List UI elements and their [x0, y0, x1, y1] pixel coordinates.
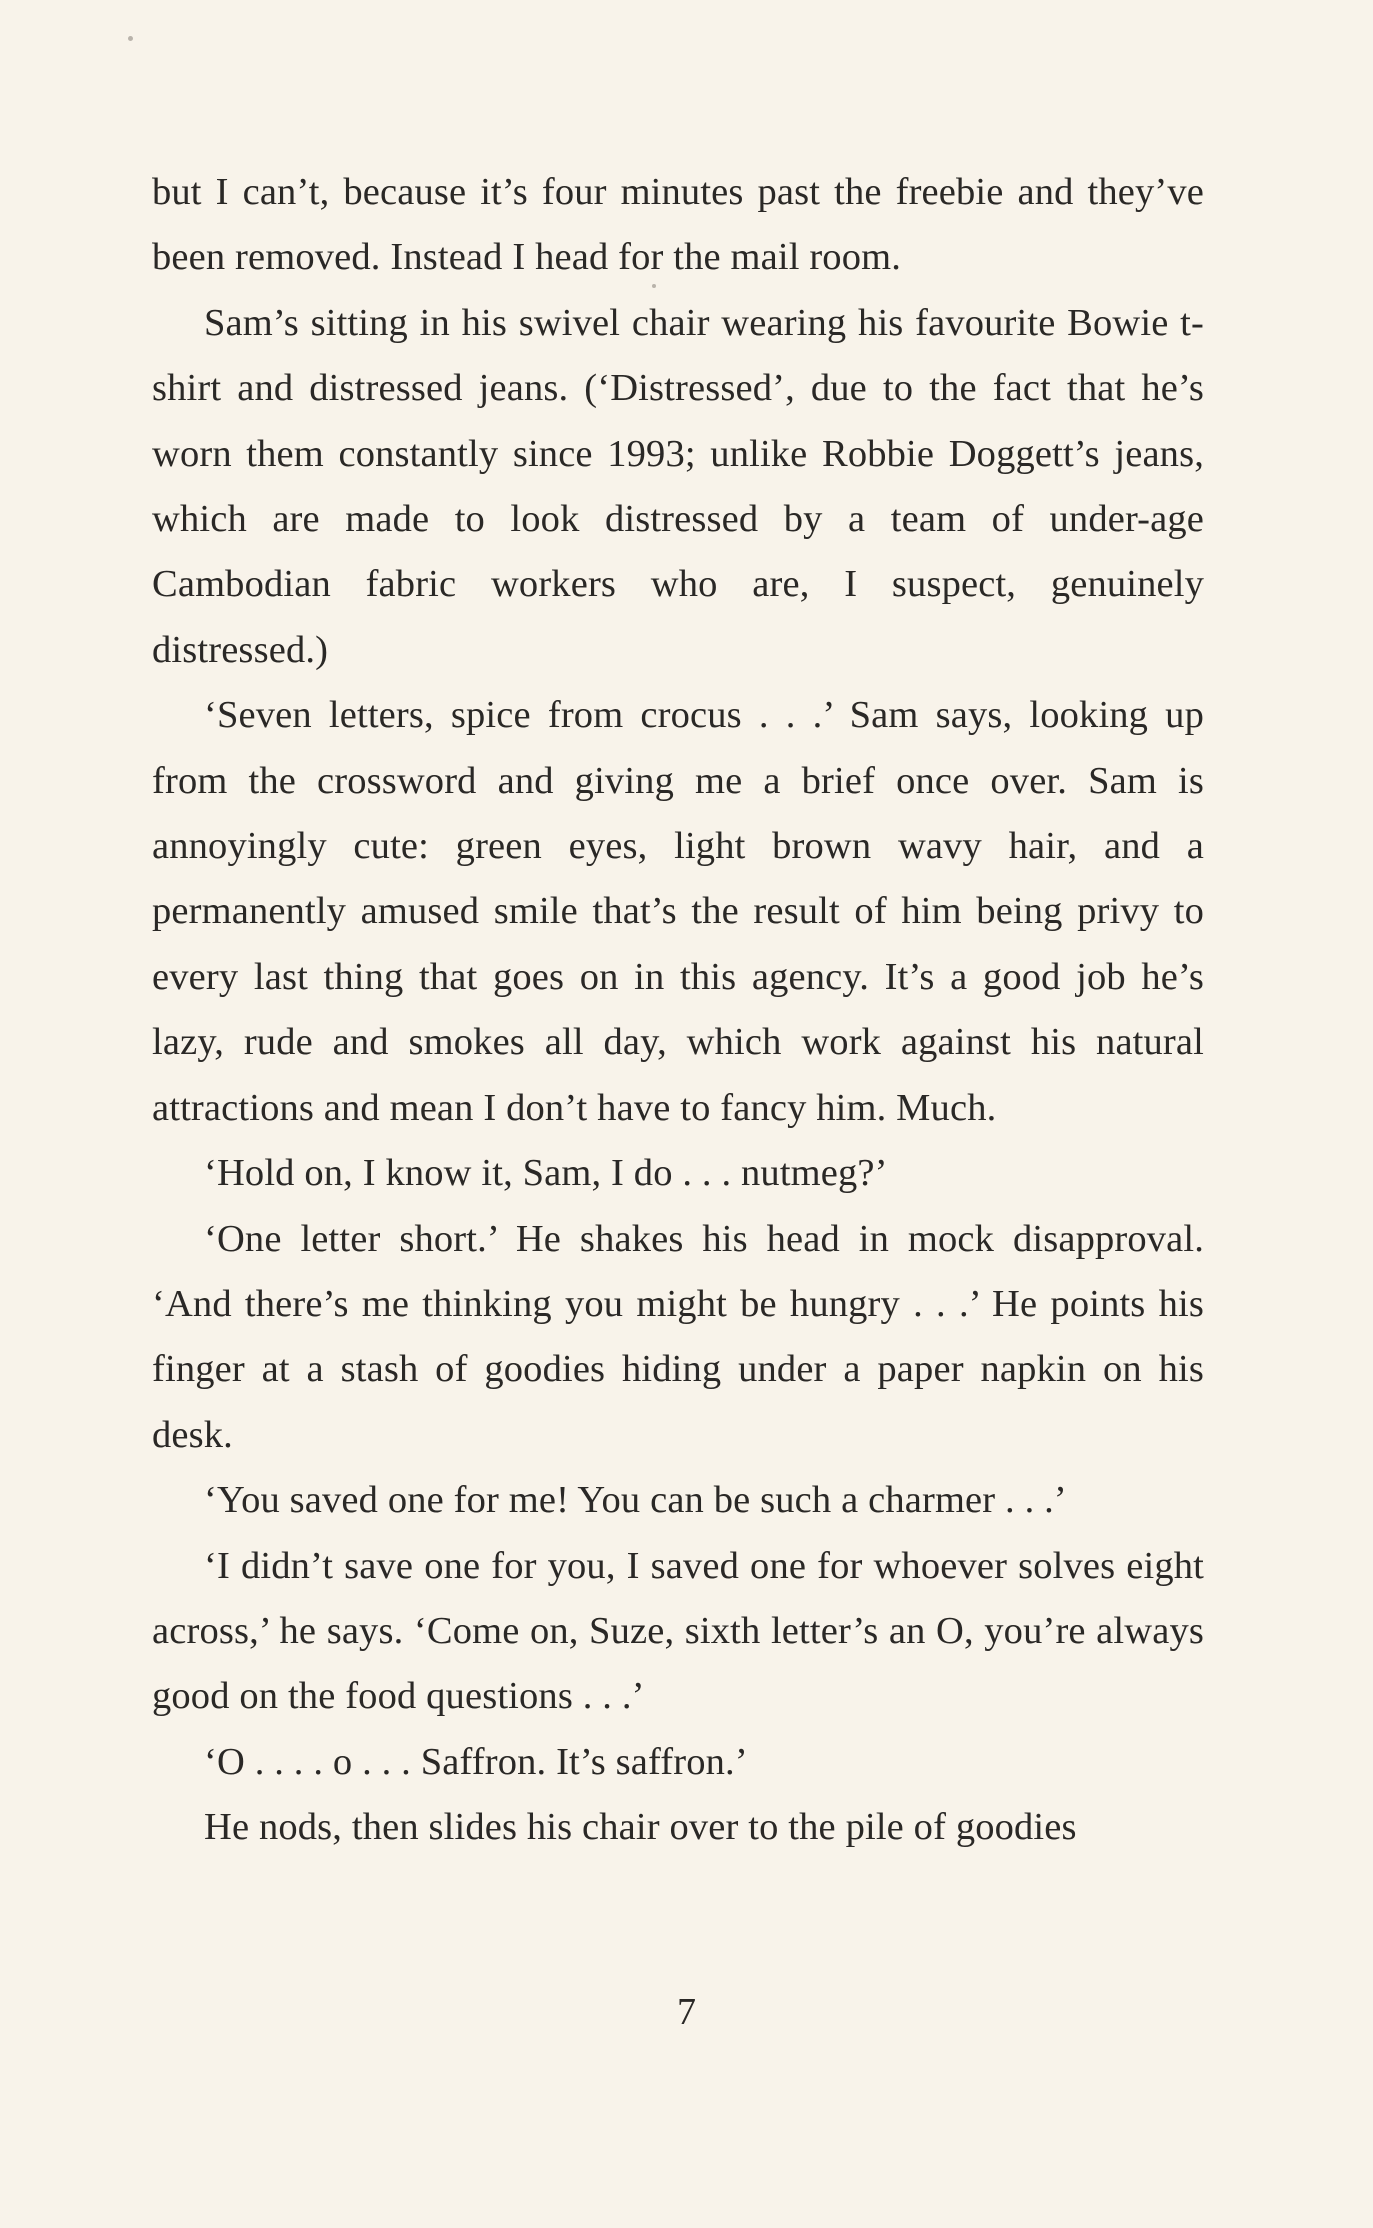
paragraph: ‘One letter short.’ He shakes his head in mock disapproval. ‘And there’s me thinking you might be hungry . . .’ He points his finger at a stash of goodies hiding under a paper napkin on his desk.	[152, 1217, 1204, 1456]
paragraph: ‘Hold on, I know it, Sam, I do . . . nutmeg?’	[204, 1152, 888, 1195]
paragraph-continuation: but I can’t, because it’s four minutes past the freebie and they’ve been removed. Instead I head for the mail room.	[152, 171, 1204, 279]
paragraph: ‘Seven letters, spice from crocus . . .’ Sam says, looking up from the crossword and giving me a brief once over. Sam is annoyingly cute: green eyes, light brown wavy hair, and a permanently amused smile that’s the result of him being privy to every last thing that goes on in this agency. It’s a good job he’s lazy, rude and smokes all day, which work against his natural attractions and mean I don’t have to fancy him. Much.	[152, 694, 1204, 1129]
paragraph: ‘I didn’t save one for you, I saved one for whoever solves eight across,’ he says. ‘Come on, Suze, sixth letter’s an O, you’re always good on the food questions . . .’	[152, 1544, 1204, 1718]
paragraph: ‘You saved one for me! You can be such a charmer . . .’	[204, 1479, 1067, 1522]
page-number: 7	[677, 1991, 696, 2033]
body-text	[152, 160, 1204, 1861]
paper-speck	[128, 36, 133, 41]
paragraph: ‘O . . . . o . . . Saffron. It’s saffron.’	[204, 1740, 748, 1783]
paragraph: Sam’s sitting in his swivel chair wearing his favourite Bowie t-shirt and distressed jeans. (‘Distressed’, due to the fact that he’s worn them constantly since 1993; unlike Robbie Doggett’s jeans, which are made to look distressed by a team of under-age Cambodian fabric workers who are, I suspect, genuinely distressed.)	[152, 301, 1204, 671]
paragraph: He nods, then slides his chair over to the pile of goodies	[204, 1806, 1077, 1849]
